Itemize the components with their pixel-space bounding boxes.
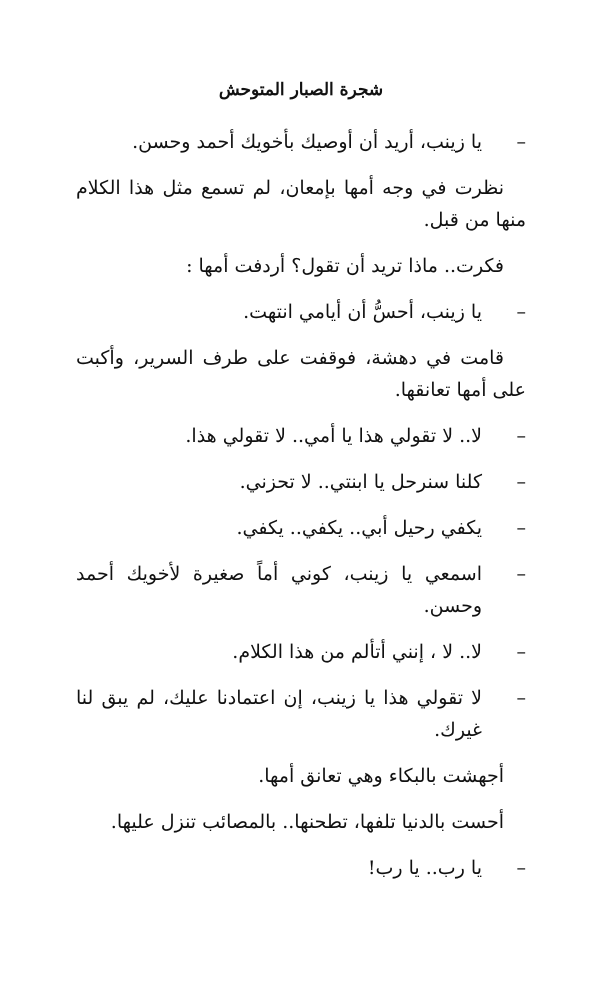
paragraph-dialogue [76, 682, 526, 746]
paragraph-text: يا زينب، أحسُّ أن أيامي انتهت. [243, 301, 482, 323]
paragraph-text: قامت في دهشة، فوقفت على طرف السرير، وأكبت على أمها تعانقها. [76, 347, 526, 401]
paragraph-narration [76, 342, 526, 406]
paragraph-text: نظرت في وجه أمها بإمعان، لم تسمع مثل هذا الكلام منها من قبل. [76, 177, 526, 231]
paragraph-text: كلنا سنرحل يا ابنتي.. لا تحزني. [239, 471, 482, 493]
paragraph-text: فكرت.. ماذا تريد أن تقول؟ أردفت أمها : [186, 255, 504, 277]
paragraph-dialogue [76, 852, 526, 884]
paragraph-text: أحست بالدنيا تلفها، تطحنها.. بالمصائب تنزل عليها. [110, 811, 504, 833]
dialogue-dash: – [516, 517, 526, 539]
paragraph-dialogue [76, 466, 526, 498]
dialogue-dash: – [516, 471, 526, 493]
dialogue-dash: – [516, 301, 526, 323]
dialogue-dash: – [516, 131, 526, 153]
chapter-title: شجرة الصبار المتوحش [218, 80, 384, 100]
paragraph-text: لا.. لا ، إنني أتألم من هذا الكلام. [232, 641, 482, 663]
paragraph-dialogue [76, 512, 526, 544]
paragraph-text: يا رب.. يا رب! [367, 857, 482, 879]
dialogue-dash: – [516, 563, 526, 585]
paragraph-text: يا زينب، أريد أن أوصيك بأخويك أحمد وحسن. [132, 131, 482, 153]
paragraph-narration [76, 806, 526, 838]
paragraph-dialogue [76, 126, 526, 158]
paragraph-text: لا.. لا تقولي هذا يا أمي.. لا تقولي هذا. [185, 425, 482, 447]
paragraph-dialogue [76, 296, 526, 328]
paragraph-narration [76, 760, 526, 792]
dialogue-dash: – [516, 425, 526, 447]
dialogue-dash: – [516, 641, 526, 663]
paragraph-text: يكفي رحيل أبي.. يكفي.. يكفي. [236, 517, 482, 539]
paragraph-narration [76, 172, 526, 236]
paragraph-text: اسمعي يا زينب، كوني أماً صغيرة لأخويك أحمد وحسن. [76, 563, 482, 617]
paragraph-text: أجهشت بالبكاء وهي تعانق أمها. [258, 765, 504, 787]
dialogue-dash: – [516, 857, 526, 879]
paragraph-narration [76, 250, 526, 282]
paragraph-dialogue [76, 636, 526, 668]
paragraph-dialogue [76, 558, 526, 622]
dialogue-dash: – [516, 687, 526, 709]
paragraph-text: لا تقولي هذا يا زينب، إن اعتمادنا عليك، لم يبق لنا غيرك. [76, 687, 482, 741]
paragraph-dialogue [76, 420, 526, 452]
